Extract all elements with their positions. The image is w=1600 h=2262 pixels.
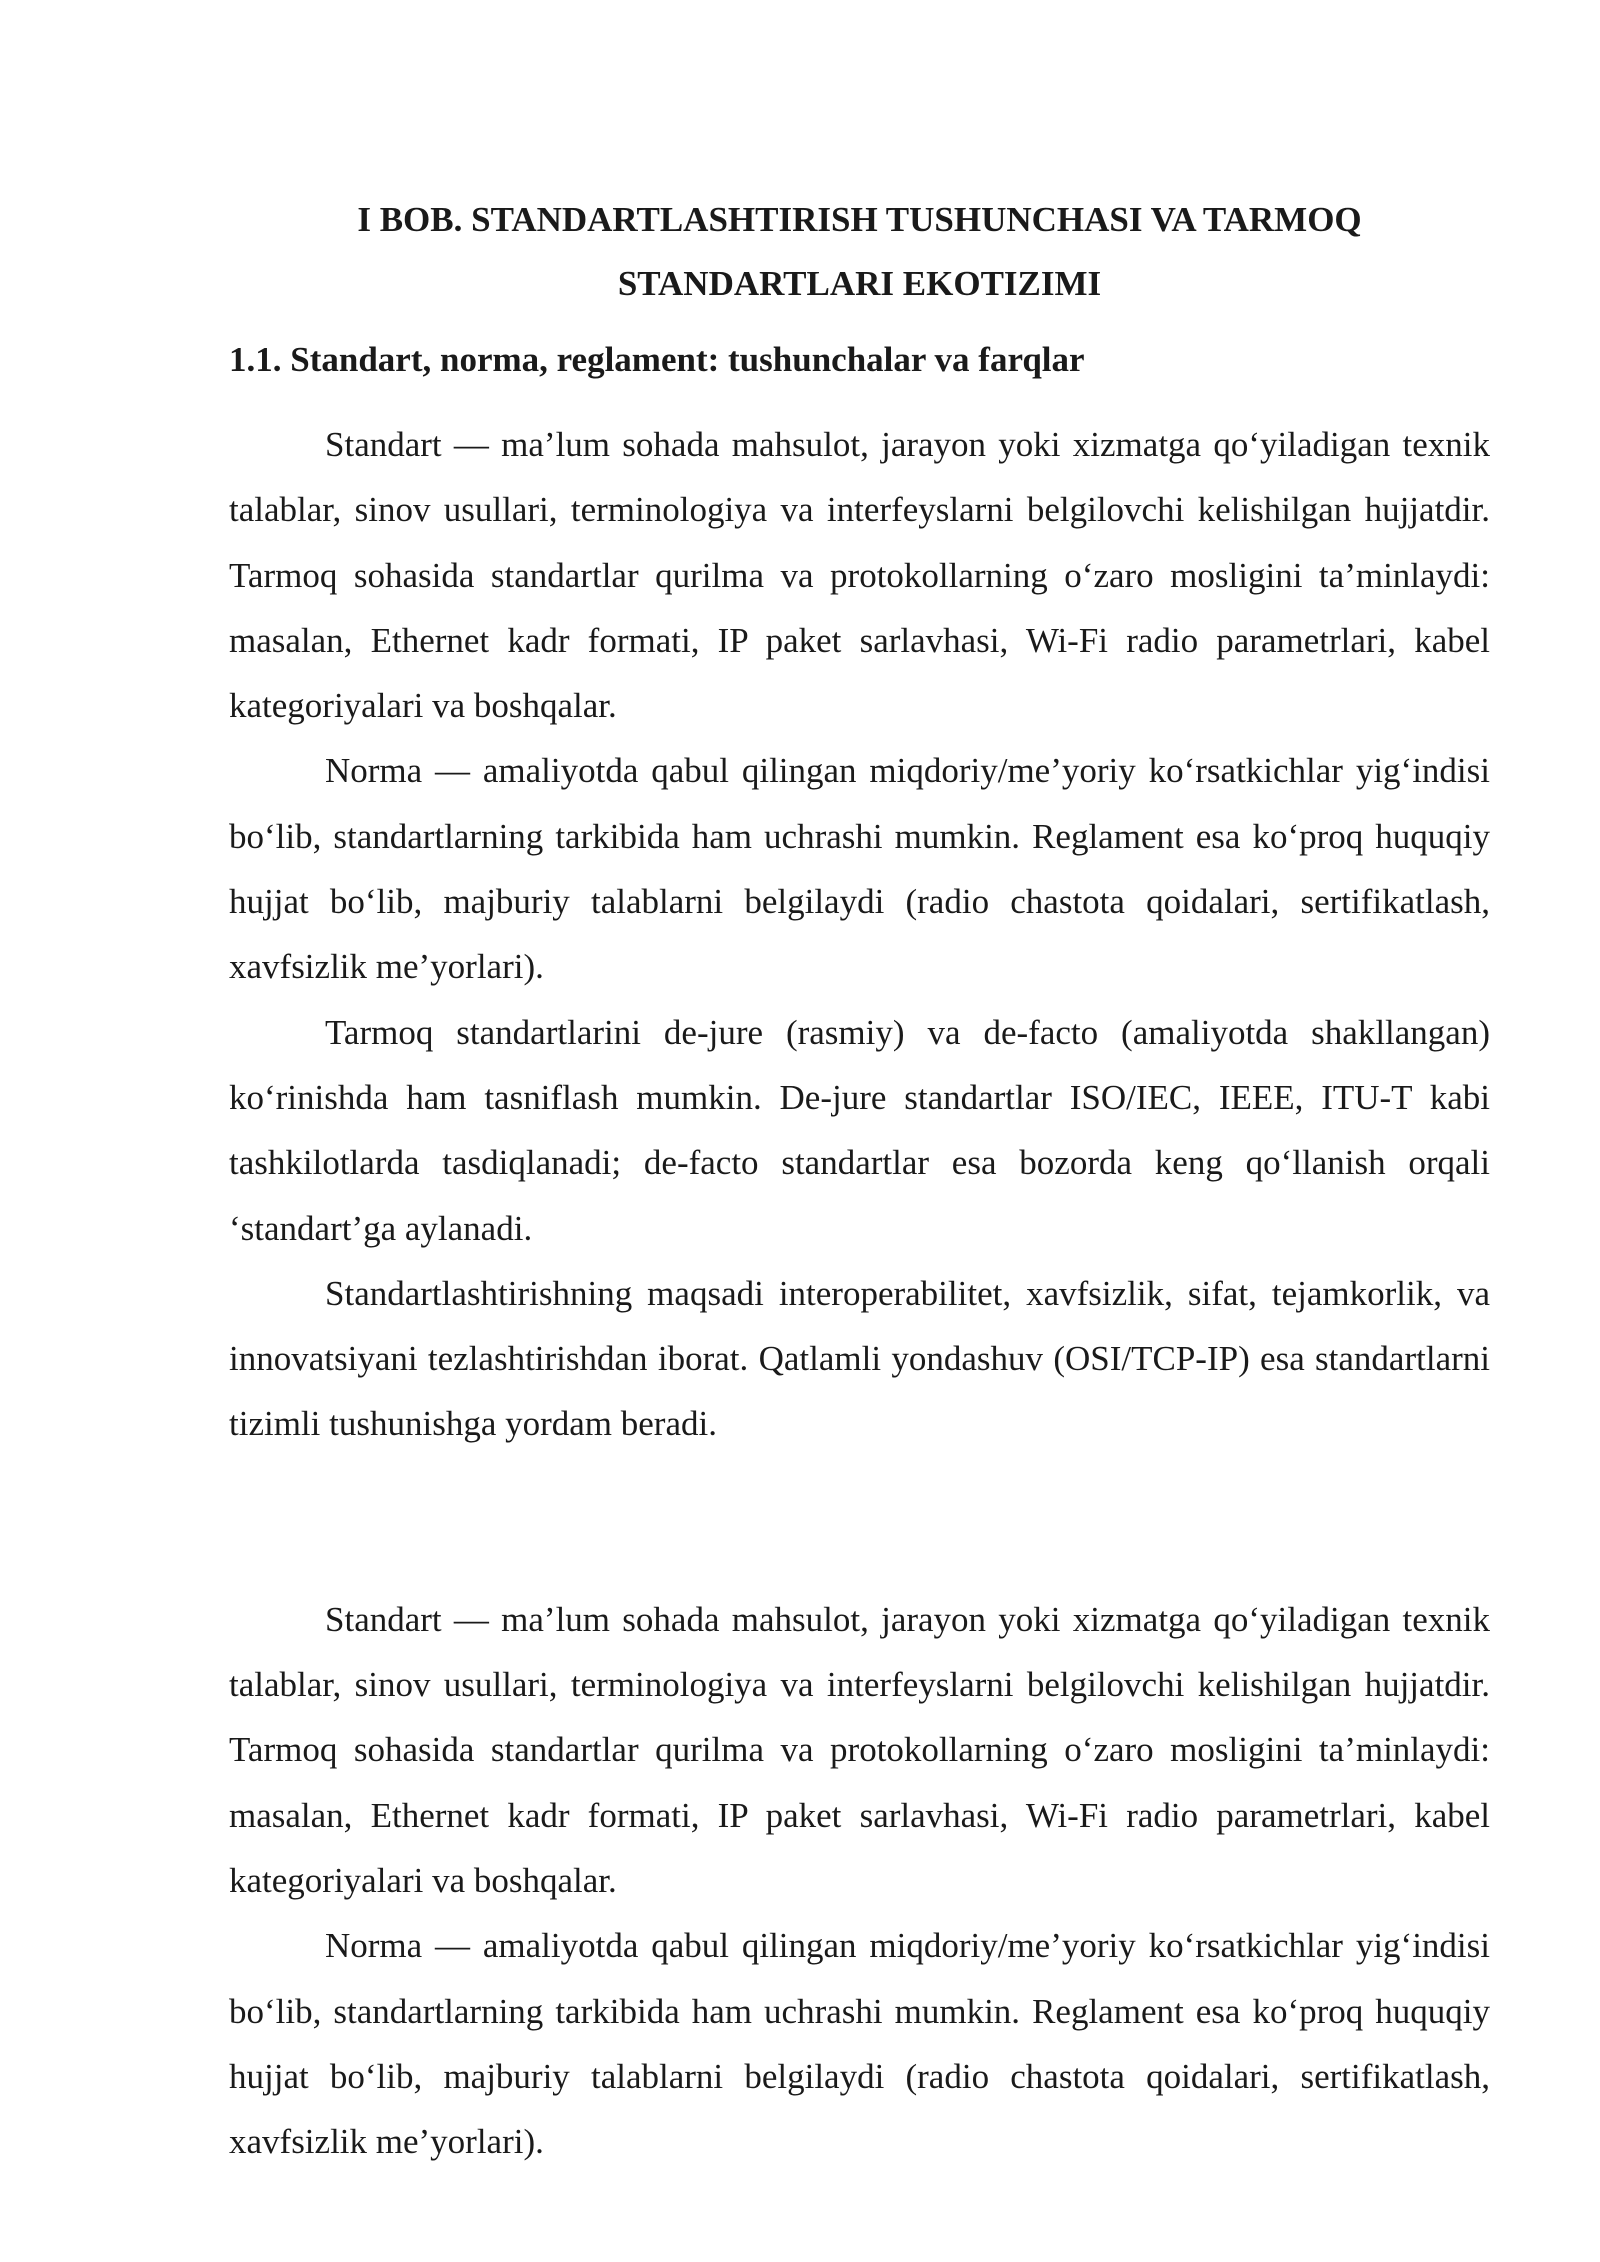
paragraph-norma-definition: Norma — amaliyotda qabul qilingan miqdoriy/me’yoriy ko‘rsatkichlar yig‘indisi bo‘lib, standartlarning tarkibida ham uchrashi mumkin. Reglament esa ko‘proq huquqiy hujjat bo‘lib, majburiy talablarni belgilaydi (radio chastota qoidalari, sertifikatlash, xavfsizlik me’yorlari). [229, 751, 1490, 987]
paragraph-norma-definition-repeat: Norma — amaliyotda qabul qilingan miqdoriy/me’yoriy ko‘rsatkichlar yig‘indisi bo‘lib, standartlarning tarkibida ham uchrashi mumkin. Reglament esa ko‘proq huquqiy hujjat bo‘lib, majburiy talablarni belgilaydi (radio chastota qoidalari, sertifikatlash, xavfsizlik me’yorlari). [229, 1926, 1490, 2162]
paragraph-dejure-defacto: Tarmoq standartlarini de-jure (rasmiy) va de-facto (amaliyotda shakllangan) ko‘rinishda ham tasniflash mumkin. De-jure standartlar ISO/IEC, IEEE, ITU-T kabi tashkilotlarda tasdiqlanadi; de-facto standartlar esa bozorda keng qo‘llanish orqali ‘standart’ga aylanadi. [229, 1012, 1490, 1248]
document-page [229, 188, 1490, 2174]
paragraph-standart-definition: Standart — ma’lum sohada mahsulot, jarayon yoki xizmatga qo‘yiladigan texnik talablar, sinov usullari, terminologiya va interfeyslarni belgilovchi kelishilgan hujjatdir. Tarmoq sohasida standartlar qurilma va protokollarning o‘zaro mosligini ta’minlaydi: masalan, Ethernet kadr formati, IP paket sarlavhasi, Wi-Fi radio parametrlari, kabel kategoriyalari va boshqalar. [229, 425, 1490, 726]
paragraph-standart-definition-repeat: Standart — ma’lum sohada mahsulot, jarayon yoki xizmatga qo‘yiladigan texnik talablar, sinov usullari, terminologiya va interfeyslarni belgilovchi kelishilgan hujjatdir. Tarmoq sohasida standartlar qurilma va protokollarning o‘zaro mosligini ta’minlaydi: masalan, Ethernet kadr formati, IP paket sarlavhasi, Wi-Fi radio parametrlari, kabel kategoriyalari va boshqalar. [229, 1599, 1490, 1900]
chapter-title [229, 188, 1490, 316]
chapter-title-line-2: STANDARTLARI EKOTIZIMI [617, 264, 1102, 303]
paragraph-standardization-goal: Standartlashtirishning maqsadi interoperabilitet, xavfsizlik, sifat, tejamkorlik, va innovatsiyani tezlashtirishdan iborat. Qatlamli yondashuv (OSI/TCP-IP) esa standartlarni tizimli tushunishga yordam beradi. [229, 1273, 1490, 1444]
section-title: 1.1. Standart, norma, reglament: tushunchalar va farqlar [229, 340, 1085, 379]
paragraph-gap [229, 1457, 1490, 1587]
chapter-title-line-1: I BOB. STANDARTLASHTIRISH TUSHUNCHASI VA TARMOQ [357, 200, 1362, 239]
